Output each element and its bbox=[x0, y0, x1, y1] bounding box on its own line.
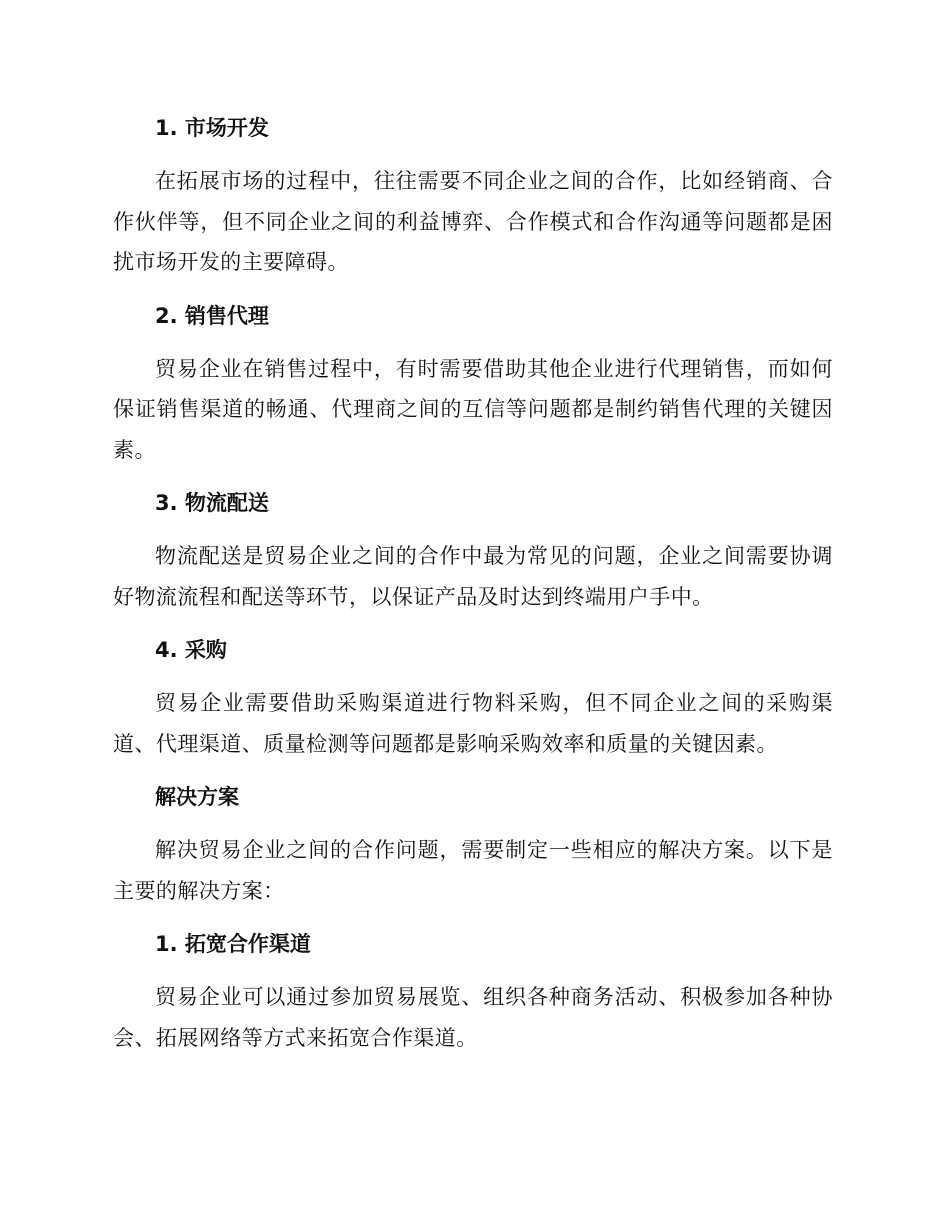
solutions-heading: 解决方案 bbox=[155, 785, 239, 809]
section-heading: 1. 拓宽合作渠道 bbox=[155, 932, 311, 956]
section-heading: 3. 物流配送 bbox=[155, 491, 269, 515]
section-heading: 2. 销售代理 bbox=[155, 303, 269, 328]
section-paragraph: 物流配送是贸易企业之间的合作中最为常见的问题，企业之间需要协调好物流流程和配送等环节，以保证产品及时达到终端用户手中。 bbox=[113, 544, 833, 609]
section-paragraph: 在拓展市场的过程中，往往需要不同企业之间的合作，比如经销商、合作伙伴等，但不同企业之间的利益博弈、合作模式和合作沟通等问题都是困扰市场开发的主要障碍。 bbox=[113, 169, 833, 274]
section-paragraph: 解决贸易企业之间的合作问题，需要制定一些相应的解决方案。以下是主要的解决方案： bbox=[113, 838, 833, 903]
section-paragraph: 贸易企业可以通过参加贸易展览、组织各种商务活动、积极参加各种协会、拓展网络等方式来拓宽合作渠道。 bbox=[113, 985, 833, 1050]
section-heading: 1. 市场开发 bbox=[155, 116, 269, 140]
document-body bbox=[113, 108, 833, 1058]
section-heading: 4. 采购 bbox=[155, 638, 227, 662]
section-paragraph: 贸易企业在销售过程中，有时需要借助其他企业进行代理销售，而如何保证销售渠道的畅通、代理商之间的互信等问题都是制约销售代理的关键因素。 bbox=[113, 356, 833, 462]
section-paragraph: 贸易企业需要借助采购渠道进行物料采购，但不同企业之间的采购渠道、代理渠道、质量检测等问题都是影响采购效率和质量的关键因素。 bbox=[113, 691, 833, 756]
